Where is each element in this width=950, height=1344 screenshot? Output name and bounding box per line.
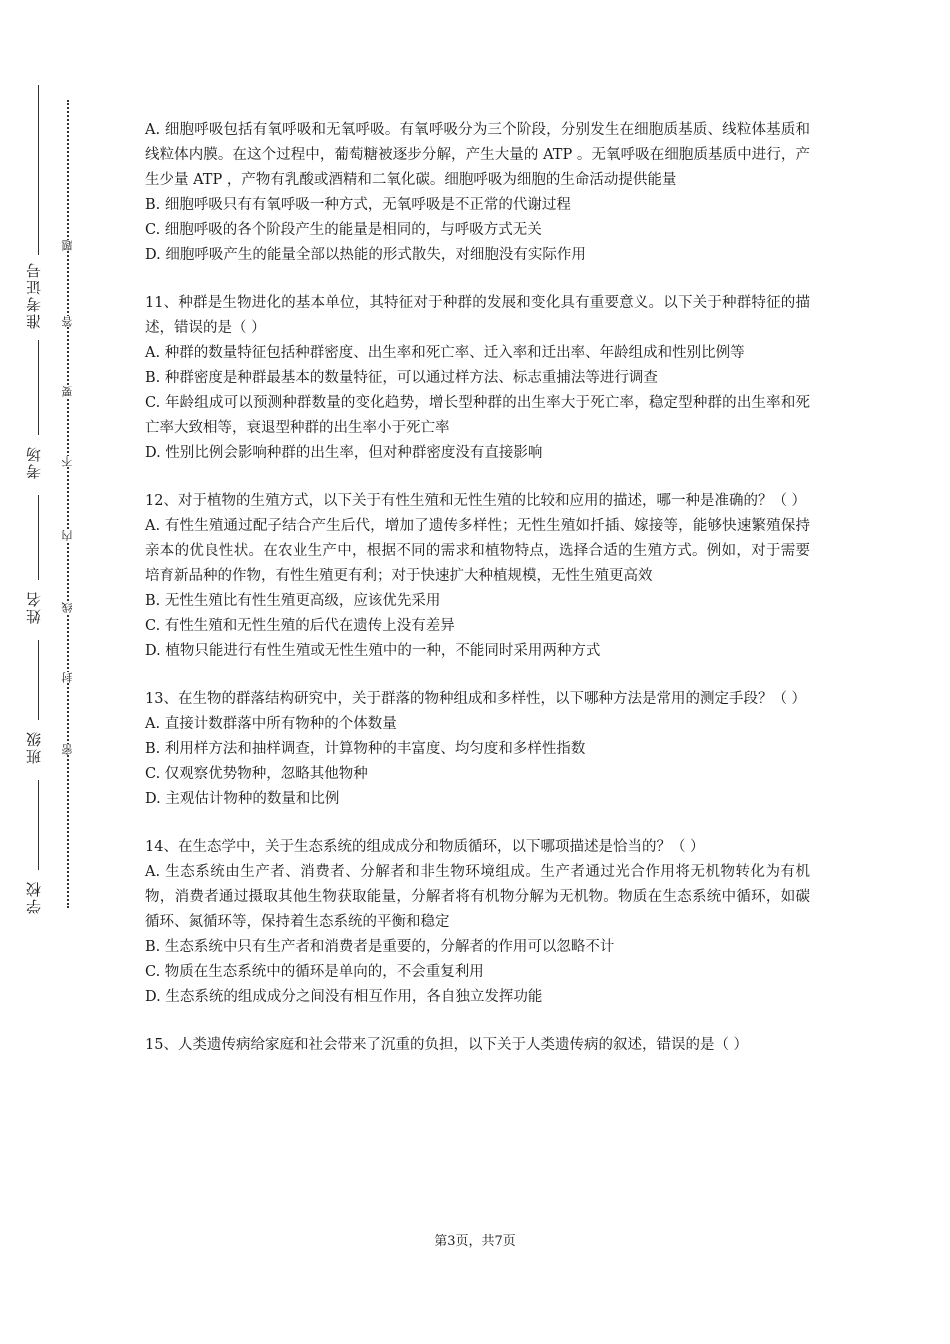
option-a: A. 直接计数群落中所有物种的个体数量 — [145, 716, 397, 732]
binding-line — [38, 340, 39, 435]
binding-line — [38, 495, 39, 580]
option-a: A. 生态系统由生产者、消费者、分解者和非生物环境组成。生产者通过光合作用将无机物转化为有机物，消费者通过摄取其他生物获取能量，分解者将有机物分解为无机物。物质在生态系统中循环，如碳循环、氮循环等，保持着生态系统的平衡和稳定 — [145, 864, 810, 930]
seal-word: 要 — [61, 386, 74, 397]
page-content — [145, 118, 810, 1081]
school-label: 学校 — [25, 880, 43, 915]
seal-word: 密 — [61, 744, 74, 755]
question-stem: 14、在生态学中，关于生态系统的组成成分和物质循环，以下哪项描述是恰当的？（ ） — [145, 839, 705, 855]
seal-word: 封 — [61, 672, 74, 683]
option-d: D. 性别比例会影响种群的出生率，但对种群密度没有直接影响 — [145, 445, 543, 461]
binding-line — [38, 780, 39, 870]
question-14 — [145, 835, 810, 1010]
question-stem: 11、种群是生物进化的基本单位，其特征对于种群的发展和变化具有重要意义。以下关于种群特征的描述，错误的是（ ） — [145, 295, 810, 336]
option-c: C. 细胞呼吸的各个阶段产生的能量是相同的，与呼吸方式无关 — [145, 222, 542, 238]
seal-word: 答 — [61, 316, 74, 327]
binding-line — [38, 640, 39, 720]
binding-margin — [0, 0, 110, 1344]
option-c: C. 物质在生态系统中的循环是单向的，不会重复利用 — [145, 964, 484, 980]
option-a: A. 种群的数量特征包括种群密度、出生率和死亡率、迁入率和迁出率、年龄组成和性别比例等 — [145, 345, 745, 361]
seal-word: 题 — [61, 240, 74, 251]
seal-word: 线 — [61, 602, 74, 613]
option-c: C. 有性生殖和无性生殖的后代在遗传上没有差异 — [145, 618, 455, 634]
option-c: C. 年龄组成可以预测种群数量的变化趋势，增长型种群的出生率大于死亡率，稳定型种群的出生率和死亡率大致相等，衰退型种群的出生率小于死亡率 — [145, 395, 810, 436]
option-d: D. 植物只能进行有性生殖或无性生殖中的一种，不能同时采用两种方式 — [145, 643, 601, 659]
exam-number-label: 准考证号 — [25, 261, 43, 329]
question-stem: 13、在生物的群落结构研究中，关于群落的物种组成和多样性，以下哪种方法是常用的测定手段？（ ） — [145, 691, 807, 707]
binding-line — [38, 85, 39, 255]
class-label: 班级 — [25, 730, 43, 765]
option-c: C. 仅观察优势物种，忽略其他物种 — [145, 766, 368, 782]
option-b: B. 生态系统中只有生产者和消费者是重要的，分解者的作用可以忽略不计 — [145, 939, 615, 955]
option-b: B. 利用样方法和抽样调查，计算物种的丰富度、均匀度和多样性指数 — [145, 741, 586, 757]
exam-room-label: 考场 — [25, 445, 43, 480]
question-12 — [145, 489, 810, 664]
option-b: B. 无性生殖比有性生殖更高级，应该优先采用 — [145, 593, 441, 609]
seal-dotted-line — [67, 100, 69, 908]
option-d: D. 细胞呼吸产生的能量全部以热能的形式散失，对细胞没有实际作用 — [145, 247, 586, 263]
seal-word: 内 — [61, 530, 74, 541]
seal-word: 不 — [61, 456, 74, 467]
question-10-options — [145, 118, 810, 268]
question-stem: 12、对于植物的生殖方式，以下关于有性生殖和无性生殖的比较和应用的描述，哪一种是准确的？（ ） — [145, 493, 807, 509]
question-13 — [145, 687, 810, 812]
option-a: A. 有性生殖通过配子结合产生后代，增加了遗传多样性；无性生殖如扦插、嫁接等，能够快速繁殖保持亲本的优良性状。在农业生产中，根据不同的需求和植物特点，选择合适的生殖方式。例如，对于需要培育新品种的作物，有性生殖更有利；对于快速扩大种植规模，无性生殖更高效 — [145, 518, 810, 584]
page-footer: 第3页，共7页 — [434, 1234, 516, 1249]
question-stem: 15、人类遗传病给家庭和社会带来了沉重的负担，以下关于人类遗传病的叙述，错误的是（ ） — [145, 1037, 749, 1053]
option-b: B. 种群密度是种群最基本的数量特征，可以通过样方法、标志重捕法等进行调查 — [145, 370, 658, 386]
option-d: D. 生态系统的组成成分之间没有相互作用，各自独立发挥功能 — [145, 989, 543, 1005]
question-11 — [145, 291, 810, 466]
name-label: 姓名 — [25, 590, 43, 625]
option-d: D. 主观估计物种的数量和比例 — [145, 791, 340, 807]
option-a: A. 细胞呼吸包括有氧呼吸和无氧呼吸。有氧呼吸分为三个阶段，分别发生在细胞质基质、线粒体基质和线粒体内膜。在这个过程中，葡萄糖被逐步分解，产生大量的 ATP 。无氧呼吸在细胞质基质中进行，产生少量 ATP ，产物有乳酸或酒精和二氧化碳。细胞呼吸为细胞的生命活动提供能量 — [145, 122, 810, 188]
option-b: B. 细胞呼吸只有有氧呼吸一种方式，无氧呼吸是不正常的代谢过程 — [145, 197, 571, 213]
question-15 — [145, 1033, 810, 1058]
